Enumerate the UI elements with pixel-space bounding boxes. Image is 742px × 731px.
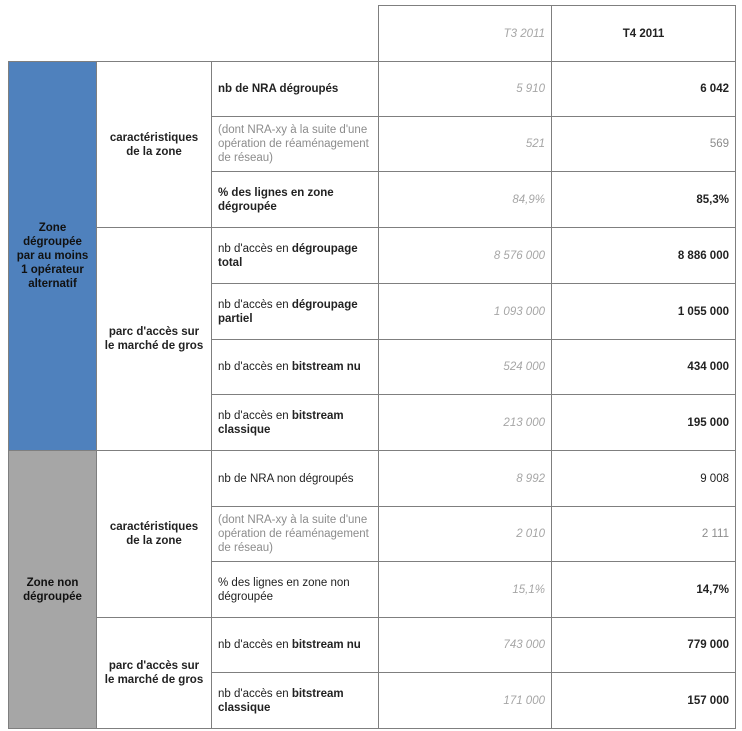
row-label-emph: bitstream classique xyxy=(218,409,344,436)
row-label: % des lignes en zone non dégroupée xyxy=(212,562,379,618)
row-label xyxy=(212,618,379,673)
row-label-emph: bitstream nu xyxy=(291,639,361,651)
cell-t3: 524 000 xyxy=(379,340,552,395)
cell-t3: 5 910 xyxy=(379,62,552,117)
row-label xyxy=(212,284,379,340)
row-label-prefix: nb d'accès en xyxy=(218,409,292,422)
cell-t3: 743 000 xyxy=(379,618,552,673)
row-label: % des lignes en zone dégroupée xyxy=(212,172,379,228)
cell-t4: 14,7% xyxy=(552,562,736,618)
cell-t3: 213 000 xyxy=(379,395,552,451)
row-label-emph: bitstream nu xyxy=(291,361,361,373)
cell-t3: 521 xyxy=(379,117,552,172)
zone-non-degroupee: Zone non dégroupée xyxy=(9,451,97,729)
row-label-prefix: nb d'accès en xyxy=(218,687,292,700)
row-label-emph: bitstream classique xyxy=(218,687,344,714)
row-label: (dont NRA-xy à la suite d'une opération de réaménagement de réseau) xyxy=(212,117,379,172)
cell-t3: 1 093 000 xyxy=(379,284,552,340)
category-caracteristiques: caractéristiques de la zone xyxy=(97,451,212,618)
cell-t4: 157 000 xyxy=(552,673,736,729)
cell-t4: 569 xyxy=(552,117,736,172)
row-label xyxy=(212,673,379,729)
cell-t3: 15,1% xyxy=(379,562,552,618)
cell-t3: 84,9% xyxy=(379,172,552,228)
data-table xyxy=(8,5,736,729)
cell-t4: 2 111 xyxy=(552,507,736,562)
row-label: nb de NRA non dégroupés xyxy=(212,451,379,507)
cell-t3: 2 010 xyxy=(379,507,552,562)
category-parc-acces: parc d'accès sur le marché de gros xyxy=(97,228,212,451)
cell-t4: 8 886 000 xyxy=(552,228,736,284)
cell-t4: 85,3% xyxy=(552,172,736,228)
cell-t4: 9 008 xyxy=(552,451,736,507)
row-label-prefix: nb d'accès en xyxy=(218,361,292,373)
cell-t4: 6 042 xyxy=(552,62,736,117)
cell-t4: 195 000 xyxy=(552,395,736,451)
cell-t3: 8 576 000 xyxy=(379,228,552,284)
row-label xyxy=(212,340,379,395)
row-label: (dont NRA-xy à la suite d'une opération de réaménagement de réseau) xyxy=(212,507,379,562)
cell-t4: 434 000 xyxy=(552,340,736,395)
header-t3-2011: T3 2011 xyxy=(379,6,552,62)
zone-degroupee: Zone dégroupée par au moins 1 opérateur alternatif xyxy=(9,62,97,451)
category-parc-acces: parc d'accès sur le marché de gros xyxy=(97,618,212,729)
row-label-prefix: nb d'accès en xyxy=(218,639,292,651)
row-label-prefix: nb d'accès en xyxy=(218,298,292,311)
row-label-prefix: nb d'accès en xyxy=(218,242,292,255)
row-label-emph: dégroupage partiel xyxy=(218,298,358,325)
row-label xyxy=(212,228,379,284)
row-label-emph: dégroupage total xyxy=(218,242,358,269)
header-blank xyxy=(9,6,379,62)
cell-t4: 1 055 000 xyxy=(552,284,736,340)
row-label xyxy=(212,395,379,451)
category-caracteristiques: caractéristiques de la zone xyxy=(97,62,212,228)
cell-t4: 779 000 xyxy=(552,618,736,673)
header-t4-2011: T4 2011 xyxy=(552,6,736,62)
cell-t3: 8 992 xyxy=(379,451,552,507)
cell-t3: 171 000 xyxy=(379,673,552,729)
row-label: nb de NRA dégroupés xyxy=(212,62,379,117)
